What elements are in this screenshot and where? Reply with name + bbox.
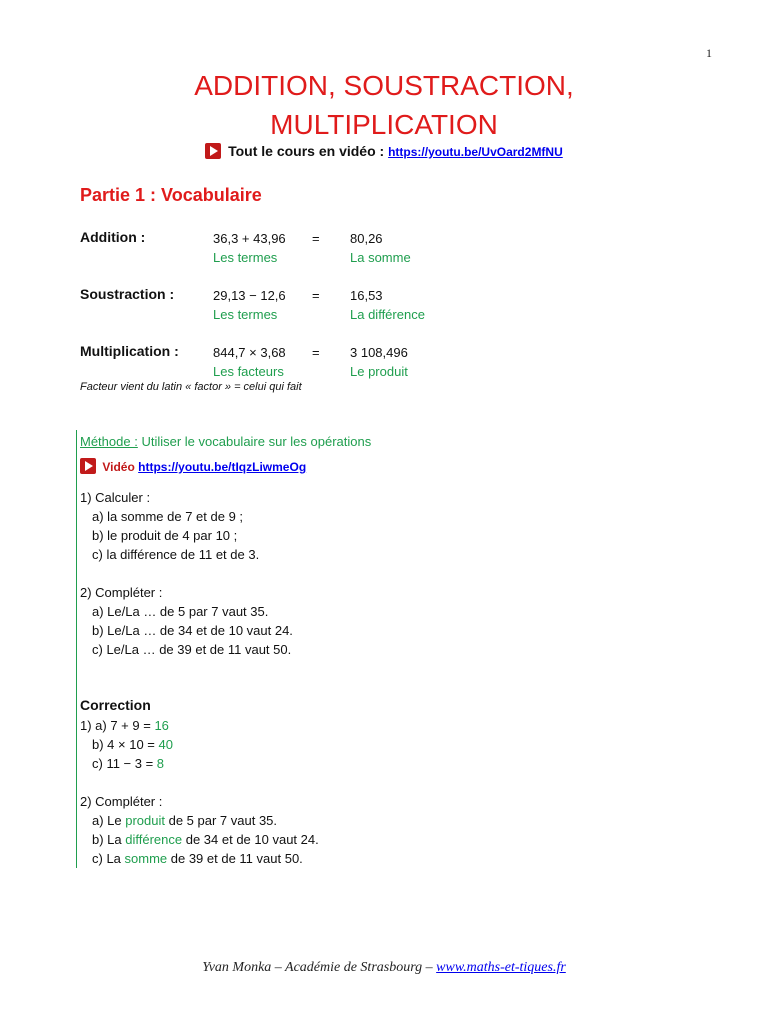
- exercise-2-heading: 2) Compléter :: [80, 585, 163, 600]
- section-title: Partie 1 : Vocabulaire: [80, 185, 262, 205]
- correction-prefix: b) 4 × 10 =: [92, 737, 159, 752]
- correction-suffix: de 5 par 7 vaut 35.: [165, 813, 278, 828]
- correction-prefix: b) La: [92, 832, 126, 847]
- correction-answer: 40: [158, 737, 173, 752]
- operation-name: Addition :: [80, 229, 146, 245]
- correction-line: [92, 735, 173, 754]
- correction-part-2-heading: 2) Compléter :: [80, 794, 163, 809]
- factor-note: Facteur vient du latin « factor » = celui qui fait: [80, 381, 302, 393]
- correction-heading: Correction: [80, 697, 151, 713]
- video-play-icon[interactable]: [205, 143, 221, 159]
- correction-prefix: a) Le: [92, 813, 126, 828]
- operation-expression: 844,7 × 3,68: [213, 345, 286, 360]
- page-number: 1: [706, 46, 712, 60]
- exercise-1-item: c) la différence de 11 et de 3.: [92, 547, 260, 562]
- correction-suffix: de 34 et de 10 vaut 24.: [182, 832, 319, 847]
- method-video-link[interactable]: https://youtu.be/tIqzLiwmeOg: [138, 460, 307, 474]
- video-play-icon[interactable]: [80, 458, 96, 474]
- correction-line: [92, 811, 277, 830]
- exercise-1-item: a) la somme de 7 et de 9 ;: [92, 509, 244, 524]
- terms-label: Les termes: [213, 250, 278, 265]
- course-video-link[interactable]: https://youtu.be/UvOard2MfNU: [388, 145, 563, 159]
- vocab-row-addition: [80, 229, 680, 269]
- operation-expression: 29,13 − 12,6: [213, 288, 286, 303]
- method-description: Utiliser le vocabulaire sur les opérations: [137, 434, 372, 449]
- method-title: [80, 434, 371, 449]
- operation-name: Multiplication :: [80, 343, 179, 359]
- method-video-label: Vidéo: [102, 460, 135, 474]
- page-title-line-2: MULTIPLICATION: [270, 109, 498, 140]
- exercise-1-item: b) le produit de 4 par 10 ;: [92, 528, 238, 543]
- result-label: La différence: [350, 307, 425, 322]
- result-label: Le produit: [350, 364, 408, 379]
- correction-answer: 16: [154, 718, 169, 733]
- method-video-line: [80, 458, 306, 474]
- correction-answer: différence: [125, 832, 183, 847]
- course-video-line: [0, 143, 768, 159]
- footer-link[interactable]: www.maths-et-tiques.fr: [436, 960, 566, 975]
- correction-answer: 8: [156, 756, 165, 771]
- vocab-row-subtraction: [80, 286, 680, 326]
- correction-prefix: 1) a) 7 + 9 =: [80, 718, 155, 733]
- equals-sign: =: [312, 231, 320, 246]
- method-label: Méthode :: [80, 434, 138, 449]
- correction-answer: somme: [124, 851, 168, 866]
- correction-line: [92, 849, 303, 868]
- equals-sign: =: [312, 288, 320, 303]
- terms-label: Les facteurs: [213, 364, 284, 379]
- exercise-2-item: b) Le/La … de 34 et de 10 vaut 24.: [92, 623, 293, 638]
- operation-expression: 36,3 + 43,96: [213, 231, 286, 246]
- vocab-row-multiplication: [80, 343, 680, 383]
- correction-prefix: c) La: [92, 851, 125, 866]
- page-title-line-1: ADDITION, SOUSTRACTION,: [194, 70, 574, 101]
- operation-result: 80,26: [350, 231, 383, 246]
- operation-result: 16,53: [350, 288, 383, 303]
- correction-prefix: c) 11 − 3 =: [92, 756, 157, 771]
- terms-label: Les termes: [213, 307, 278, 322]
- method-margin-bar: [76, 430, 77, 868]
- correction-line: [80, 716, 169, 735]
- correction-suffix: de 39 et de 11 vaut 50.: [167, 851, 303, 866]
- operation-name: Soustraction :: [80, 286, 175, 302]
- course-video-label: Tout le cours en vidéo :: [228, 143, 385, 159]
- footer-text: Yvan Monka – Académie de Strasbourg –: [202, 960, 437, 975]
- exercise-1-heading: 1) Calculer :: [80, 490, 151, 505]
- correction-line: [92, 754, 164, 773]
- equals-sign: =: [312, 345, 320, 360]
- correction-answer: produit: [125, 813, 165, 828]
- result-label: La somme: [350, 250, 411, 265]
- exercise-2-item: a) Le/La … de 5 par 7 vaut 35.: [92, 604, 269, 619]
- correction-line: [92, 830, 319, 849]
- operation-result: 3 108,496: [350, 345, 408, 360]
- footer: [0, 960, 768, 976]
- exercise-2-item: c) Le/La … de 39 et de 11 vaut 50.: [92, 642, 292, 657]
